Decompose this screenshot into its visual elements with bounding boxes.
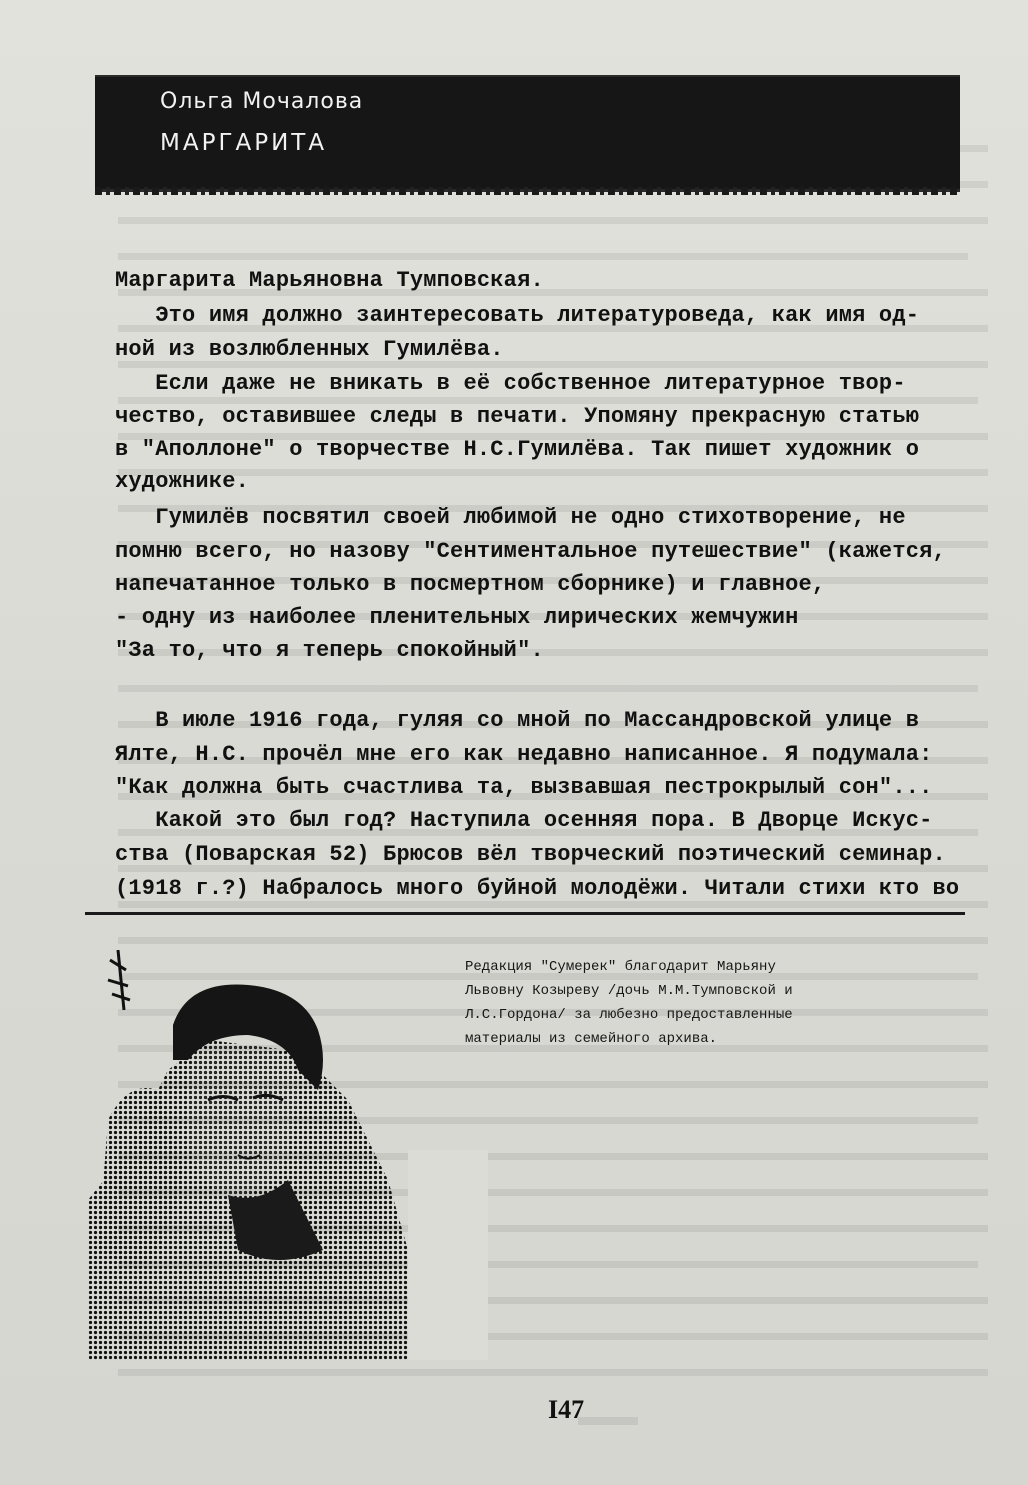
body-line: - одну из наиболее пленительных лирических жемчужин <box>115 605 799 630</box>
body-line: Ялте, Н.С. прочёл мне его как недавно написанное. Я подумала: <box>115 742 933 767</box>
author-name: Ольга Мочалова <box>160 89 364 114</box>
body-line: Маргарита Марьяновна Тумповская. <box>115 268 544 293</box>
body-line: чество, оставившее следы в печати. Упомяну прекрасную статью <box>115 404 920 429</box>
header-band <box>95 77 960 189</box>
body-line: ной из возлюбленных Гумилёва. <box>115 337 504 362</box>
article-title: МАРГАРИТА <box>160 130 328 156</box>
body-line: (1918 г.?) Набралось много буйной молодёжи. Читали стихи кто во <box>115 876 960 901</box>
body-line: Гумилёв посвятил своей любимой не одно стихотворение, не <box>115 505 906 530</box>
body-line: Это имя должно заинтересовать литературоведа, как имя од- <box>115 303 920 328</box>
body-line: Какой это был год? Наступила осенняя пора. В Дворце Искус- <box>115 808 933 833</box>
body-line: в "Аполлоне" о творчестве Н.С.Гумилёва. Так пишет художник о <box>115 437 920 462</box>
body-line: напечатанное только в посмертном сборнике) и главное, <box>115 572 826 597</box>
body-line: "Как должна быть счастлива та, вызвавшая пестрокрылый сон"... <box>115 775 933 800</box>
body-line: помню всего, но назову "Сентиментальное путешествие" (кажется, <box>115 539 946 564</box>
body-line: В июле 1916 года, гуляя со мной по Массандровской улице в <box>115 708 920 733</box>
body-line: "За то, что я теперь спокойный". <box>115 638 544 663</box>
portrait-photo <box>88 950 488 1360</box>
acknowledgement-note: Редакция "Сумерек" благодарит Марьяну Львовну Козыреву /дочь М.М.Тумповской и Л.С.Гордона/ за любезно предоставленные материалы из семейного архива. <box>465 959 793 1047</box>
body-line: художнике. <box>115 469 250 494</box>
body-line: Если даже не вникать в её собственное литературное твор- <box>115 371 906 396</box>
body-line: ства (Поварская 52) Брюсов вёл творческий поэтический семинар. <box>115 842 946 867</box>
horizontal-rule <box>85 912 965 915</box>
page-number: I47 <box>548 1395 585 1424</box>
